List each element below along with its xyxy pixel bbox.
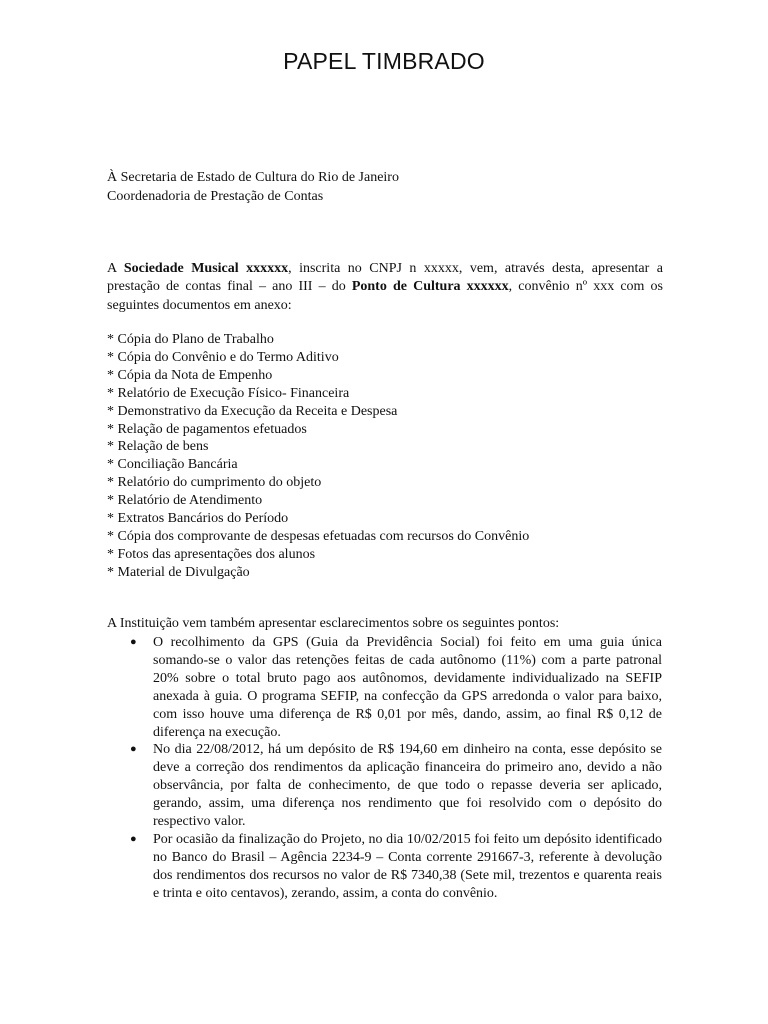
clarification-point [130,741,662,831]
list-item: * Relatório de Atendimento [107,493,263,509]
bullet-icon: ● [130,636,137,648]
clarification-point [130,831,662,903]
organization-name: Sociedade Musical xxxxxx [123,261,289,276]
intro-text-2: , inscrita no CNPJ n xxxxx, vem, através desta, apresentar a prestação de contas final – ano III – do [107,261,663,295]
list-item: * Extratos Bancários do Período [107,511,289,527]
list-item: * Fotos das apresentações dos alunos [107,546,316,562]
list-item: * Cópia do Plano de Trabalho [107,332,274,347]
list-item: * Cópia da Nota de Empenho [107,367,273,383]
list-item: * Relatório de Execução Físico- Financeira [107,385,350,401]
list-item: * Relação de pagamentos efetuados [107,421,307,437]
clarification-text-deposit-2012: No dia 22/08/2012, há um depósito de R$ 194,60 em dinheiro na conta, esse depósito se deve a correção dos rendimentos da aplicação financeira do primeiro ano, devido a não observância, por falta de conhecimento, de que todo o repasse deveria ser aplicado, gerando, assim, uma diferença nos rendimento que foi resolvido com o depósito do respectivo valor. [153,742,662,830]
clarification-text-deposit-2015: Por ocasião da finalização do Projeto, no dia 10/02/2015 foi feito um depósito identificado no Banco do Brasil – Agência 2234-9 – Conta corrente 291667-3, referente à devolução dos rendimentos dos recursos no valor de R$ 7340,38 (Sete mil, trezentos e quarenta reais e trinta e oito centavos), zerando, assim, a conta do convênio. [153,831,662,901]
ponto-de-cultura-name: Ponto de Cultura xxxxxx [351,279,509,295]
list-item: * Relação de bens [107,439,209,455]
clarification-text-gps: O recolhimento da GPS (Guia da Previdência Social) foi feito em uma guia única somando-se o valor das retenções feitas de cada autônomo (11%) com a parte patronal 20% sobre o total bruto pago aos autônomos, devidamente individualizado na SEFIP anexada à guia. O programa SEFIP, na confecção da GPS arredonda o valor para baixo, com isso houve uma diferença de R$ 0,01 por mês, dando, assim, ao final R$ 0,12 de diferença na execução. [153,635,662,740]
list-item: * Demonstrativo da Execução da Receita e Despesa [107,403,398,419]
clarification-points-list [130,634,662,903]
bullet-icon: ● [130,832,137,845]
addressee-line-secretaria: À Secretaria de Estado de Cultura do Rio de Janeiro [107,170,399,185]
addressee-block [107,169,667,206]
list-item: * Conciliação Bancária [107,457,238,473]
list-item: * Cópia dos comprovante de despesas efetuadas com recursos do Convênio [107,528,530,544]
intro-text-3: , convênio nº xxx com os seguintes documentos em anexo: [107,279,663,313]
addressee-line-coordenadoria: Coordenadoria de Prestação de Contas [107,188,324,204]
intro-paragraph [107,260,663,315]
letterhead-title: PAPEL TIMBRADO [283,48,485,74]
bullet-icon: ● [130,743,137,756]
list-item: * Material de Divulgação [107,564,250,580]
list-item: * Cópia do Convênio e do Termo Aditivo [107,349,339,365]
clarifications-intro: A Instituição vem também apresentar esclarecimentos sobre os seguintes pontos: [107,616,560,631]
list-item: * Relatório do cumprimento do objeto [107,475,322,491]
attached-documents-list [107,331,667,582]
clarification-point [130,634,662,741]
intro-text-1: A [107,261,124,276]
